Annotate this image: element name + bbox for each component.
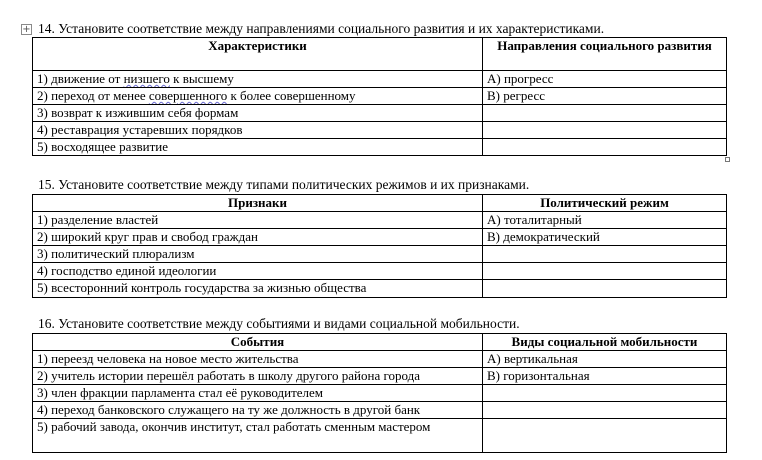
table-row bbox=[33, 139, 727, 156]
table-cell[interactable]: 2) учитель истории перешёл работать в школу другого района города bbox=[33, 368, 483, 385]
table-cell[interactable]: 2) переход от менее совершенного к более совершенному bbox=[33, 88, 483, 105]
question-16-title: 16. Установите соответствие между событиями и видами социальной мобильности. bbox=[38, 316, 520, 331]
table-move-handle-icon[interactable]: + bbox=[22, 24, 31, 35]
table-row bbox=[33, 71, 727, 88]
table-cell[interactable]: В) горизонтальная bbox=[483, 368, 727, 385]
table-cell[interactable]: 1) переезд человека на новое место жительства bbox=[33, 351, 483, 368]
table-row bbox=[33, 88, 727, 105]
table-cell[interactable]: 4) переход банковского служащего на ту же должность в другой банк bbox=[33, 402, 483, 419]
table-cell[interactable] bbox=[483, 122, 727, 139]
table-cell[interactable]: В) регресс bbox=[483, 88, 727, 105]
table-cell[interactable]: 4) господство единой идеологии bbox=[33, 263, 483, 280]
question-16-table bbox=[32, 333, 727, 453]
table-cell[interactable] bbox=[483, 419, 727, 453]
table-header-row bbox=[33, 334, 727, 351]
table-cell[interactable]: 5) восходящее развитие bbox=[33, 139, 483, 156]
column-header-features: Признаки bbox=[33, 195, 483, 212]
table-row bbox=[33, 419, 727, 453]
table-row bbox=[33, 212, 727, 229]
table-cell[interactable]: А) прогресс bbox=[483, 71, 727, 88]
table-cell[interactable] bbox=[483, 402, 727, 419]
column-header-directions: Направления социального развития bbox=[483, 38, 727, 71]
table-cell[interactable]: 1) движение от низшего к высшему bbox=[33, 71, 483, 88]
table-row bbox=[33, 246, 727, 263]
table-row bbox=[33, 280, 727, 298]
table-row bbox=[33, 263, 727, 280]
spellcheck-mark: низшего bbox=[123, 71, 170, 86]
table-cell[interactable] bbox=[483, 139, 727, 156]
column-header-events: События bbox=[33, 334, 483, 351]
table-cell[interactable]: 3) член фракции парламента стал её руководителем bbox=[33, 385, 483, 402]
table-cell[interactable]: А) вертикальная bbox=[483, 351, 727, 368]
spellcheck-mark: совершенного bbox=[148, 88, 228, 103]
table-row bbox=[33, 402, 727, 419]
table-cell[interactable] bbox=[483, 105, 727, 122]
table-row bbox=[33, 229, 727, 246]
table-row bbox=[33, 105, 727, 122]
table-row bbox=[33, 368, 727, 385]
column-header-characteristics: Характеристики bbox=[33, 38, 483, 71]
table-row bbox=[33, 122, 727, 139]
question-15-title: 15. Установите соответствие между типами политических режимов и их признаками. bbox=[38, 177, 530, 192]
table-cell[interactable]: 1) разделение властей bbox=[33, 212, 483, 229]
table-cell[interactable]: В) демократический bbox=[483, 229, 727, 246]
table-cell[interactable]: 3) политический плюрализм bbox=[33, 246, 483, 263]
table-cell[interactable] bbox=[483, 246, 727, 263]
column-header-political-regime: Политический режим bbox=[483, 195, 727, 212]
table-header-row bbox=[33, 195, 727, 212]
table-cell[interactable]: 3) возврат к изжившим себя формам bbox=[33, 105, 483, 122]
table-cell[interactable]: 2) широкий круг прав и свобод граждан bbox=[33, 229, 483, 246]
table-cell[interactable]: 5) рабочий завода, окончив институт, стал работать сменным мастером bbox=[33, 419, 483, 453]
table-cell[interactable] bbox=[483, 385, 727, 402]
question-15-table bbox=[32, 194, 727, 298]
table-cell[interactable] bbox=[483, 263, 727, 280]
table-header-row bbox=[33, 38, 727, 71]
column-header-mobility-types: Виды социальной мобильности bbox=[483, 334, 727, 351]
question-14-table bbox=[32, 37, 727, 156]
table-cell[interactable]: 5) всесторонний контроль государства за жизнью общества bbox=[33, 280, 483, 298]
table-cell[interactable]: А) тоталитарный bbox=[483, 212, 727, 229]
question-14-title: 14. Установите соответствие между направлениями социального развития и их характеристиками. bbox=[38, 21, 605, 36]
table-cell[interactable]: 4) реставрация устаревших порядков bbox=[33, 122, 483, 139]
table-row bbox=[33, 385, 727, 402]
table-resize-handle[interactable] bbox=[725, 157, 730, 162]
table-cell[interactable] bbox=[483, 280, 727, 298]
table-row bbox=[33, 351, 727, 368]
